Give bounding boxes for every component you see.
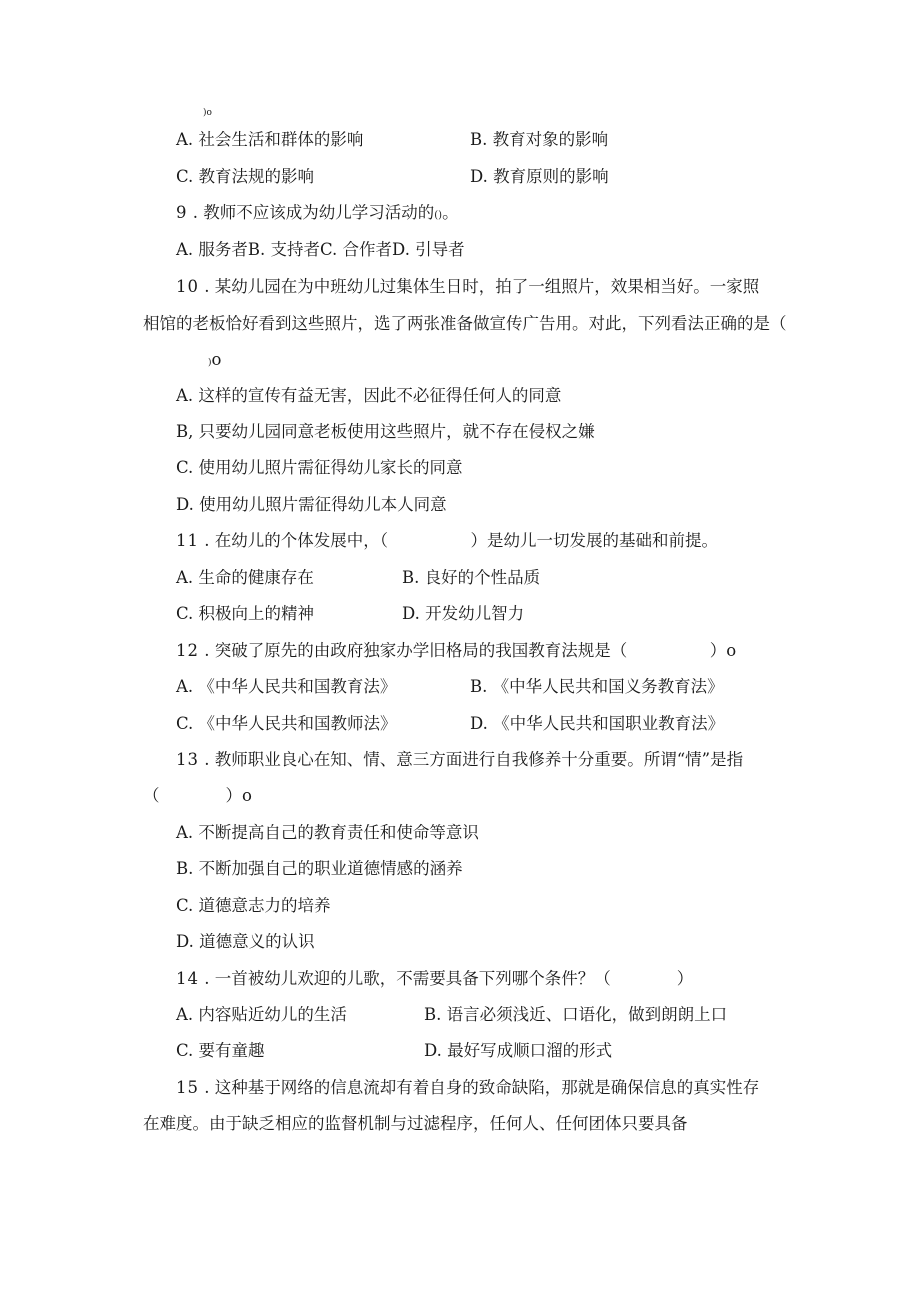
q10-option-d: D. 使用幼儿照片需征得幼儿本人同意 — [176, 495, 447, 514]
q13-option-a: A. 不断提高自己的教育责任和使命等意识 — [176, 823, 479, 842]
question-stem: . 教师不应该成为幼儿学习活动的 — [192, 203, 435, 222]
question-number: 13 — [176, 750, 199, 769]
question-end: 。 — [442, 203, 459, 222]
q12-option-c: C. 《中华人民共和国教师法》 — [176, 714, 397, 733]
question-13-line1 — [176, 749, 743, 771]
question-10-line1 — [176, 276, 759, 298]
question-number: 15 — [176, 1078, 199, 1097]
question-stem: . 一首被幼儿欢迎的儿歌，不需要具备下列哪个条件？（ ） — [204, 969, 694, 988]
question-end: o — [211, 350, 222, 369]
q11-option-c: C. 积极向上的精神 — [176, 604, 315, 623]
question-10-line2: 相馆的老板恰好看到这些照片，选了两张准备做宣传广告用。对此，下列看法正确的是（ — [143, 314, 787, 333]
q9-options: A. 服务者B. 支持者C. 合作者D. 引导者 — [176, 240, 465, 259]
q11-option-d: D. 开发幼儿智力 — [402, 604, 525, 623]
q10-option-a: A. 这样的宣传有益无害，因此不必征得任何人的同意 — [176, 386, 562, 405]
question-12 — [176, 640, 736, 662]
prev-option-a: A. 社会生活和群体的影响 — [176, 130, 364, 149]
question-15-line2: 在难度。由于缺乏相应的监督机制与过滤程序，任何人、任何团体只要具备 — [143, 1114, 688, 1133]
question-end: o — [726, 641, 737, 660]
prev-option-b: B. 教育对象的影响 — [470, 130, 609, 149]
q12-option-d: D. 《中华人民共和国职业教育法》 — [470, 714, 725, 733]
q14-option-d: D. 最好写成顺口溜的形式 — [424, 1041, 613, 1060]
question-stem: . 这种基于网络的信息流却有着自身的致命缺陷，那就是确保信息的真实性存 — [204, 1078, 760, 1097]
q12-option-b: B. 《中华人民共和国义务教育法》 — [470, 677, 724, 696]
answer-blank: () — [434, 210, 443, 221]
question-9 — [176, 202, 459, 227]
question-stem: . 某幼儿园在为中班幼儿过集体生日时，拍了一组照片，效果相当好。一家照 — [204, 277, 760, 296]
question-15-line1 — [176, 1077, 759, 1099]
question-14 — [176, 968, 693, 990]
q12-option-a: A. 《中华人民共和国教育法》 — [176, 677, 397, 696]
question-end: o — [242, 786, 252, 805]
prev-question-tail: )o — [203, 108, 212, 118]
prev-option-c: C. 教育法规的影响 — [176, 167, 315, 186]
q13-option-c: C. 道德意志力的培养 — [176, 896, 331, 915]
question-10-tail — [208, 349, 221, 374]
question-number: 9 — [176, 203, 188, 222]
question-13-line2 — [143, 785, 252, 807]
q14-option-c: C. 要有童趣 — [176, 1041, 265, 1060]
q14-option-a: A. 内容贴近幼儿的生活 — [176, 1005, 347, 1024]
question-stem: . 突破了原先的由政府独家办学旧格局的我国教育法规是（ ） — [204, 641, 727, 660]
q13-option-b: B. 不断加强自己的职业道德情感的涵养 — [176, 859, 463, 878]
question-number: 10 — [176, 277, 199, 296]
question-stem: . 在幼儿的个体发展中，（ ）是幼儿一切发展的基础和前提。 — [204, 531, 718, 550]
q11-option-a: A. 生命的健康存在 — [176, 568, 314, 587]
q11-option-b: B. 良好的个性品质 — [402, 568, 541, 587]
q10-option-b: B, 只要幼儿园同意老板使用这些照片，就不存在侵权之嫌 — [176, 422, 595, 441]
prev-option-d: D. 教育原则的影响 — [470, 167, 609, 186]
question-number: 11 — [176, 531, 199, 550]
q14-option-b: B. 语言必须浅近、口语化，做到朗朗上口 — [424, 1005, 728, 1024]
q10-option-c: C. 使用幼儿照片需征得幼儿家长的同意 — [176, 458, 463, 477]
answer-blank: （ ） — [143, 786, 242, 805]
question-11 — [176, 530, 718, 552]
question-number: 14 — [176, 969, 199, 988]
question-number: 12 — [176, 641, 199, 660]
q13-option-d: D. 道德意义的认识 — [176, 932, 315, 951]
question-stem: . 教师职业良心在知、情、意三方面进行自我修养十分重要。所谓“情”是指 — [204, 750, 744, 769]
answer-blank-close: ) — [208, 358, 212, 368]
